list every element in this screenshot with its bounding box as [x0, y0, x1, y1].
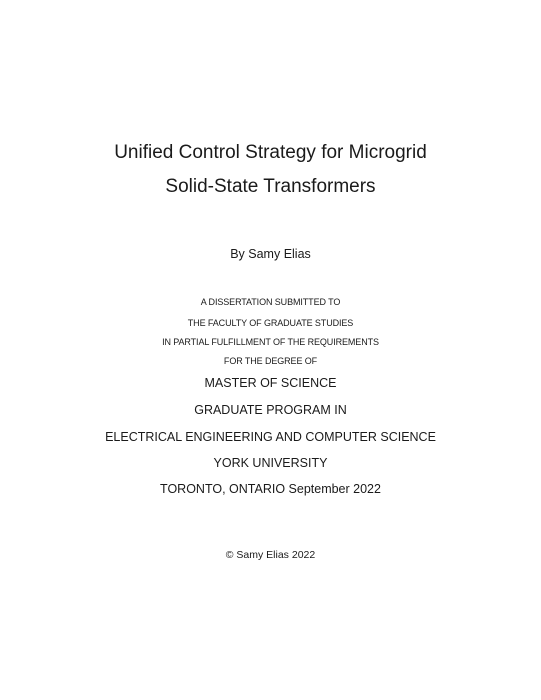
author-line: By Samy Elias: [230, 247, 311, 261]
copyright-notice: © Samy Elias 2022: [225, 549, 316, 561]
submission-line-2: THE FACULTY OF GRADUATE STUDIES: [187, 318, 354, 328]
submission-line-1: A DISSERTATION SUBMITTED TO: [200, 297, 341, 307]
thesis-title-line-1: Unified Control Strategy for Microgrid: [114, 142, 427, 163]
program-line-2: ELECTRICAL ENGINEERING AND COMPUTER SCIENCE: [105, 430, 436, 444]
submission-line-3: IN PARTIAL FULFILLMENT OF THE REQUIREMENTS: [162, 337, 379, 347]
university-name: YORK UNIVERSITY: [213, 456, 328, 470]
program-line-1: GRADUATE PROGRAM IN: [194, 403, 347, 417]
degree-name: MASTER OF SCIENCE: [204, 376, 337, 390]
thesis-title-line-2: Solid-State Transformers: [165, 176, 376, 197]
submission-line-4: FOR THE DEGREE OF: [223, 356, 318, 366]
location-date: TORONTO, ONTARIO September 2022: [160, 482, 381, 496]
